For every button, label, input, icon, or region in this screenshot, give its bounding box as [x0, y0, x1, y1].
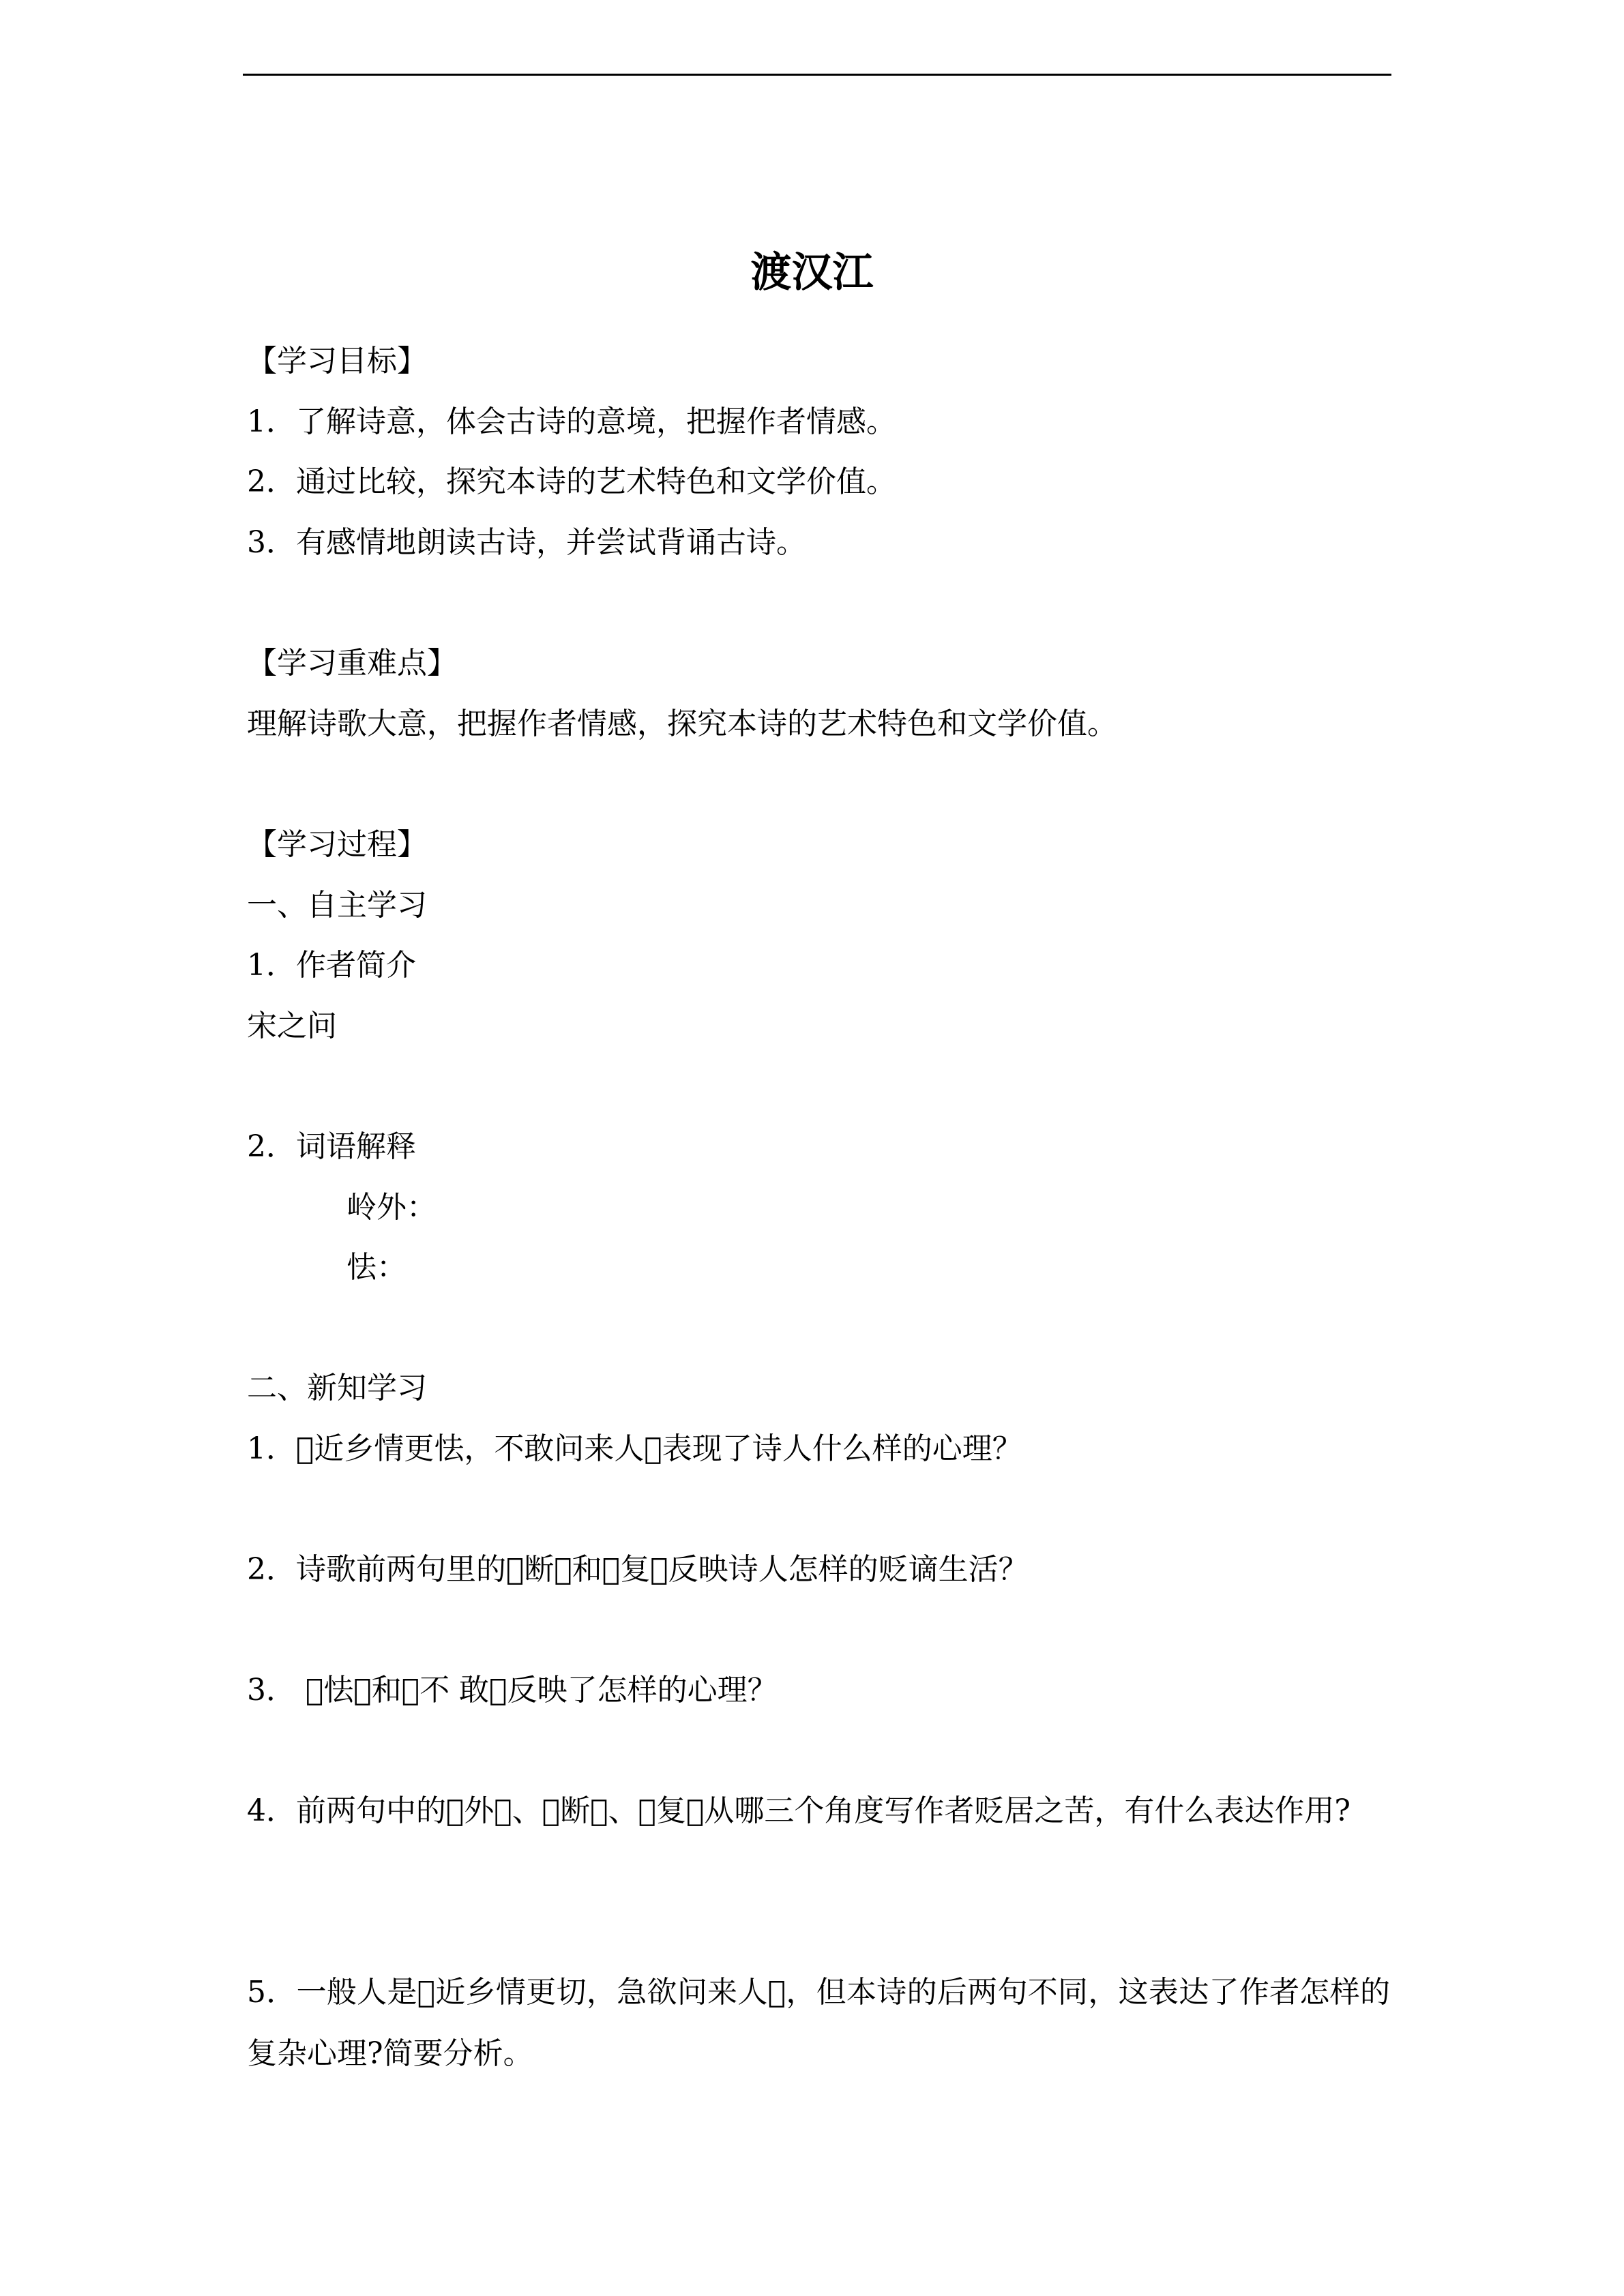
question-3: 3．  怯 和 不 敢 反映了怎样的心理？ — [247, 1673, 778, 1708]
question-5: 5．一般人是 近乡情更切，急欲问来人 ，但本诗的后两句不同，这表达了作者怎样的复杂心理?简要分析。 — [247, 1975, 1390, 2071]
header-rule — [243, 74, 1391, 76]
question-2: 2．诗歌前两句里的 断 和 复 反映诗人怎样的贬谪生活？ — [247, 1552, 1029, 1587]
goal-item-3: 3．有感情地朗读古诗，并尝试背诵古诗。 — [247, 525, 806, 560]
goal-item-1: 1．了解诗意，体会古诗的意境，把握作者情感。 — [247, 404, 896, 439]
process-heading: 【学习过程】 — [247, 827, 427, 862]
goals-heading: 【学习目标】 — [247, 344, 427, 378]
author-name: 宋之问 — [247, 1009, 337, 1043]
author-heading: 1．作者简介 — [247, 948, 416, 983]
vocab-item-qie: 怯： — [346, 1250, 407, 1285]
vocab-item-lingwai: 岭外： — [346, 1190, 437, 1225]
new-study-heading: 二、新知学习 — [247, 1371, 427, 1405]
vocab-heading: 2．词语解释 — [247, 1129, 416, 1164]
page-title: 渡汉江 — [750, 249, 874, 297]
key-points-text: 理解诗歌大意，把握作者情感，探究本诗的艺术特色和文学价值。 — [247, 706, 1117, 741]
question-1: 1． 近乡情更怯，不敢问来人 表现了诗人什么样的心理？ — [247, 1431, 1022, 1466]
self-study-heading: 一、自主学习 — [247, 888, 427, 923]
question-4: 4．前两句中的 外 、 断 、 复 从哪三个角度写作者贬居之苦，有什么表达作用? — [247, 1793, 1351, 1828]
key-points-heading: 【学习重难点】 — [247, 646, 457, 681]
goal-item-2: 2．通过比较，探究本诗的艺术特色和文学价值。 — [247, 464, 896, 499]
